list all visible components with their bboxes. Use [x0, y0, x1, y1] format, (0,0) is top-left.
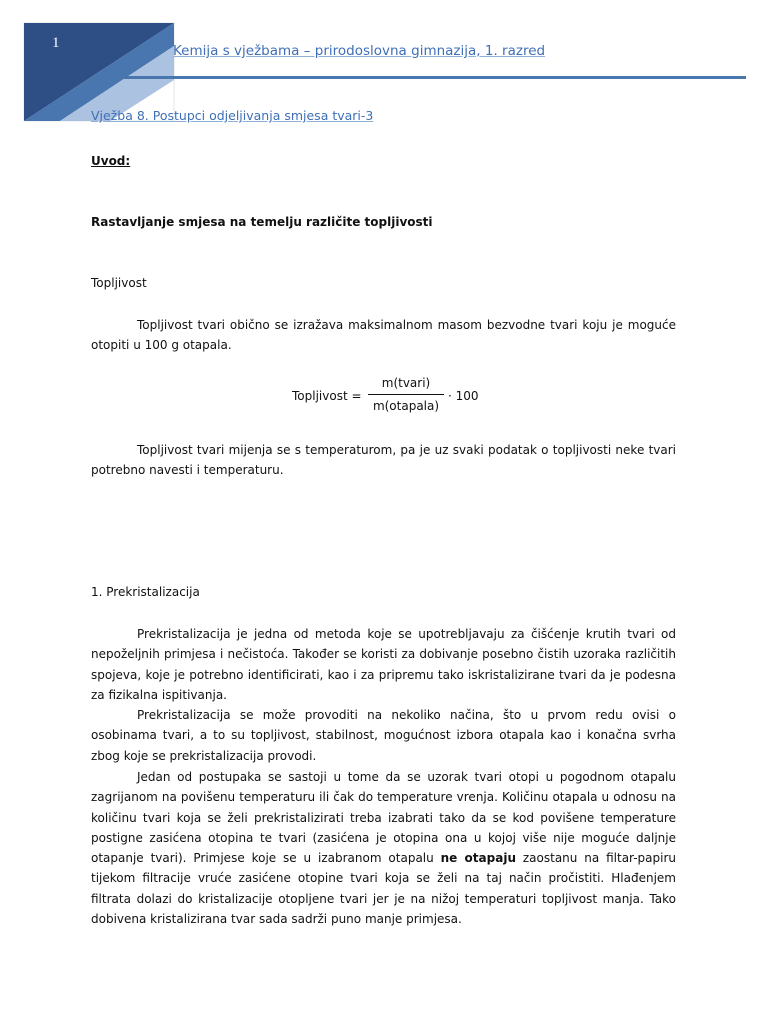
formula-denominator: m(otapala) [372, 399, 440, 413]
solubility-paragraph-1-text: Topljivost tvari obično se izražava maksimalnom masom bezvodne tvari koju je moguće otopiti u 100 g otapala. [91, 318, 676, 353]
formula-lhs: Topljivost = [292, 389, 362, 403]
recrystallization-paragraph-3 [91, 767, 676, 929]
recrystallization-paragraph-2 [91, 705, 676, 766]
recrystallization-paragraph-3-text-a: Jedan od postupaka se sastoji u tome da se uzorak tvari otopi u pogodnom otapalu zagrijanom na povišenu temperaturu ili čak do temperature vrenja. Količinu otapala u odnosu na količinu tvari koja se želi prekristalizirati treba izabrati tako da se kod povišene temperature postigne zasićena otopina te tvari (zasićena je otopina ona u kojoj više nije moguće daljnje otapanje tvari). Primjese koje se u izabranom otapalu [91, 770, 676, 866]
formula-numerator: m(tvari) [381, 376, 431, 390]
header-title: Kemija s vježbama – prirodoslovna gimnazija, 1. razred [173, 43, 546, 59]
formula-rhs: · 100 [448, 389, 479, 403]
solubility-paragraph-2-text: Topljivost tvari mijenja se s temperaturom, pa je uz svaki podatak o topljivosti neke tvari potrebno navesti i temperaturu. [91, 443, 676, 478]
formula-fraction [368, 374, 444, 416]
fraction-bar [368, 394, 444, 395]
solubility-paragraph-1 [91, 315, 676, 356]
recrystallization-paragraph-2-text: Prekristalizacija se može provoditi na nekoliko načina, što u prvom redu ovisi o osobinama tvari, a to su topljivost, stabilnost, mogućnost izbora otapala kao i konačna svrha zbog koje se prekristalizacija provodi. [91, 708, 676, 763]
recrystallization-paragraph-3-text-b: zaostanu na filtar-papiru tijekom filtracije vruće zasićene otopine tvari koja se želi na taj način pročistiti. Hlađenjem filtrata dolazi do kristalizacije otopljene tvari jer je na nižoj temperaturi topljivost manja. Tako dobivena kristalizirana tvar sada sadrži puno manje primjesa. [91, 851, 677, 927]
recrystallization-paragraph-1 [91, 624, 676, 705]
section-heading: Rastavljanje smjesa na temelju različite topljivosti [91, 215, 433, 229]
exercise-title: Vježba 8. Postupci odjeljivanja smjesa tvari-3 [91, 108, 374, 123]
intro-heading: Uvod: [91, 154, 131, 168]
page-number: 1 [52, 35, 60, 51]
recrystallization-paragraph-1-text: Prekristalizacija je jedna od metoda koje se upotrebljavaju za čišćenje krutih tvari od nepoželjnih primjesa i nečistoća. Također se koristi za dobivanje posebno čistih uzoraka različitih spojeva, koje je potrebno identificirati, kao i za pripremu tako iskristalizirane tvari da je podesna za fizikalna ispitivanja. [91, 627, 676, 702]
recrystallization-heading: 1. Prekristalizacija [91, 585, 200, 599]
recrystallization-emphasis: ne otapaju [440, 851, 516, 866]
header-decoration [0, 0, 768, 125]
solubility-paragraph-2 [91, 440, 676, 481]
header-rule [96, 76, 746, 79]
solubility-heading: Topljivost [91, 276, 147, 290]
